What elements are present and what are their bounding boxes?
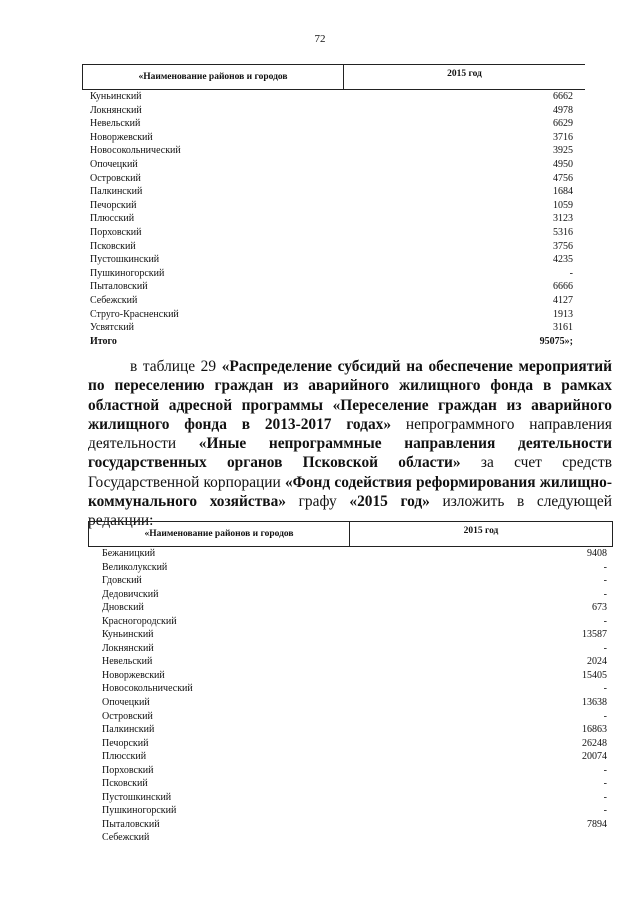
district-name: Новосокольнический (90, 145, 181, 157)
table-row (102, 588, 607, 602)
district-value: 5316 (553, 226, 573, 238)
district-value: - (603, 778, 607, 790)
district-name: Локнянский (90, 104, 142, 116)
district-value: - (569, 267, 573, 279)
table-row (90, 90, 573, 104)
table-row (102, 710, 607, 724)
table-row (102, 696, 607, 710)
district-name: Островский (90, 172, 141, 184)
table-row (102, 547, 607, 561)
table-row (102, 791, 607, 805)
table-row (102, 669, 607, 683)
district-name: Пыталовский (90, 281, 148, 293)
table-row (90, 321, 573, 335)
district-name: Пустошкинский (90, 254, 160, 266)
table-row (102, 831, 607, 845)
district-value: 3716 (553, 131, 573, 143)
district-name: Опочецкий (102, 697, 150, 709)
table-row (102, 764, 607, 778)
district-name: Новоржевский (102, 669, 165, 681)
district-name: Псковский (90, 240, 136, 252)
district-name: Красногородский (102, 615, 177, 627)
table-row (90, 117, 573, 131)
table-row (90, 172, 573, 186)
header-year-column: 2015 год (463, 526, 499, 536)
district-value: 3925 (553, 145, 573, 157)
table-row (102, 723, 607, 737)
district-name: Новосокольнический (102, 683, 193, 695)
district-name: Пушкиногорский (102, 805, 177, 817)
paragraph-text: в таблице 29 (130, 358, 222, 375)
district-name: Невельский (90, 118, 141, 130)
district-value: 6662 (553, 91, 573, 102)
district-name: Палкинский (102, 724, 155, 736)
table-header (82, 64, 585, 90)
district-value: 13638 (582, 697, 607, 709)
district-value: 1913 (553, 308, 573, 320)
table-row (102, 777, 607, 791)
district-name: Плюсский (90, 213, 135, 225)
table-row (90, 253, 573, 267)
table-row (102, 628, 607, 642)
table-body (82, 90, 585, 348)
table-row (102, 601, 607, 615)
subsidy-table-2 (88, 521, 613, 845)
district-name: Себежский (102, 832, 150, 844)
district-value: 3123 (553, 213, 573, 225)
district-name: Итого (90, 335, 117, 347)
district-name: Островский (102, 710, 153, 722)
district-value: - (603, 710, 607, 722)
paragraph-text: изложить в следующей редакции: (88, 493, 612, 530)
district-value: 26248 (582, 737, 607, 749)
district-value: - (603, 561, 607, 573)
district-value: 1684 (553, 186, 573, 198)
total-row (90, 335, 573, 349)
district-name: Печорский (102, 737, 149, 749)
table-row (90, 294, 573, 308)
district-name: Пыталовский (102, 818, 160, 830)
table-row (102, 615, 607, 629)
paragraph-fund-name: «Фонд содействия реформирования жилищно-коммунального хозяйства» (88, 473, 612, 511)
paragraph-text: за счет средств Государственной корпорации (88, 454, 612, 491)
table-row (102, 561, 607, 575)
paragraph-direction-name: «Иные непрограммные направления деятельности государственных органов Псковской области» (88, 435, 612, 472)
district-name: Порховский (90, 226, 142, 238)
paragraph-table-title: «Распределение субсидий на обеспечение мероприятий по переселению граждан из аварийного жилищного фонда в рамках областной адресной программы «Переселение граждан из аварийного жилищного фонда в 2013-2017 годах» (88, 358, 612, 433)
district-value: 16863 (582, 724, 607, 736)
header-district-column: «Наименование районов и городов (89, 522, 350, 546)
district-name: Опочецкий (90, 158, 138, 170)
district-value: - (603, 805, 607, 817)
district-value: - (603, 791, 607, 803)
subsidy-table-1 (82, 64, 585, 348)
district-value: 4978 (553, 104, 573, 116)
district-name: Гдовский (102, 575, 142, 587)
district-name: Бежаницкий (102, 548, 156, 559)
district-name: Дедовичский (102, 588, 159, 600)
table-row (90, 240, 573, 254)
district-value: 1059 (553, 199, 573, 211)
district-value: 3161 (553, 322, 573, 334)
district-value: 15405 (582, 669, 607, 681)
amendment-paragraph (88, 357, 612, 531)
district-name: Новоржевский (90, 131, 153, 143)
district-value: 6666 (553, 281, 573, 293)
district-name: Куньинский (102, 629, 154, 641)
table-row (102, 804, 607, 818)
district-value: 20074 (582, 751, 607, 763)
district-name: Локнянский (102, 642, 154, 654)
table-row (102, 750, 607, 764)
district-name: Порховский (102, 764, 154, 776)
paragraph-text: непрограммного направления деятельности (88, 415, 612, 453)
table-row (102, 655, 607, 669)
district-value: - (603, 588, 607, 600)
table-header (88, 521, 613, 547)
district-name: Невельский (102, 656, 153, 668)
paragraph-text: графу (285, 493, 350, 511)
paragraph-column-name: «2015 год» (349, 493, 430, 511)
table-row (102, 737, 607, 751)
district-value: 4950 (553, 158, 573, 170)
district-name: Куньинский (90, 91, 142, 102)
district-value: 3756 (553, 240, 573, 252)
district-name: Себежский (90, 294, 138, 306)
district-name: Дновский (102, 602, 144, 614)
district-name: Псковский (102, 778, 148, 790)
table-row (90, 104, 573, 118)
district-value: 4756 (553, 172, 573, 184)
district-value: 7894 (587, 818, 607, 830)
district-value: - (603, 642, 607, 654)
district-name: Пустошкинский (102, 791, 172, 803)
table-row (90, 158, 573, 172)
table-row (90, 131, 573, 145)
district-name: Палкинский (90, 186, 143, 198)
district-value: - (603, 575, 607, 587)
district-name: Струго-Красненский (90, 308, 179, 320)
district-value: 4127 (553, 294, 573, 306)
district-value: 6629 (553, 118, 573, 130)
district-value: 673 (592, 602, 607, 614)
district-name: Пушкиногорский (90, 267, 165, 279)
table-row (102, 642, 607, 656)
table-row (90, 199, 573, 213)
table-row (90, 144, 573, 158)
district-name: Печорский (90, 199, 137, 211)
district-value: 13587 (582, 629, 607, 641)
district-value: - (603, 764, 607, 776)
table-row (102, 818, 607, 832)
table-row (90, 267, 573, 281)
table-row (90, 280, 573, 294)
district-value: - (603, 615, 607, 627)
table-row (90, 308, 573, 322)
district-value: 95075»; (539, 335, 573, 347)
page-number: 72 (314, 33, 326, 45)
district-name: Великолукский (102, 561, 168, 573)
district-name: Усвятский (90, 322, 134, 334)
header-year-column: 2015 год (447, 69, 482, 79)
district-value: - (603, 683, 607, 695)
table-row (90, 185, 573, 199)
table-row (90, 212, 573, 226)
district-value: 9408 (587, 548, 607, 559)
district-value: 4235 (553, 254, 573, 266)
district-name: Плюсский (102, 751, 147, 763)
district-value: 2024 (587, 656, 607, 668)
table-row (102, 574, 607, 588)
table-body (88, 547, 613, 845)
table-row (90, 226, 573, 240)
header-district-column: «Наименование районов и городов (83, 65, 344, 89)
table-row (102, 682, 607, 696)
